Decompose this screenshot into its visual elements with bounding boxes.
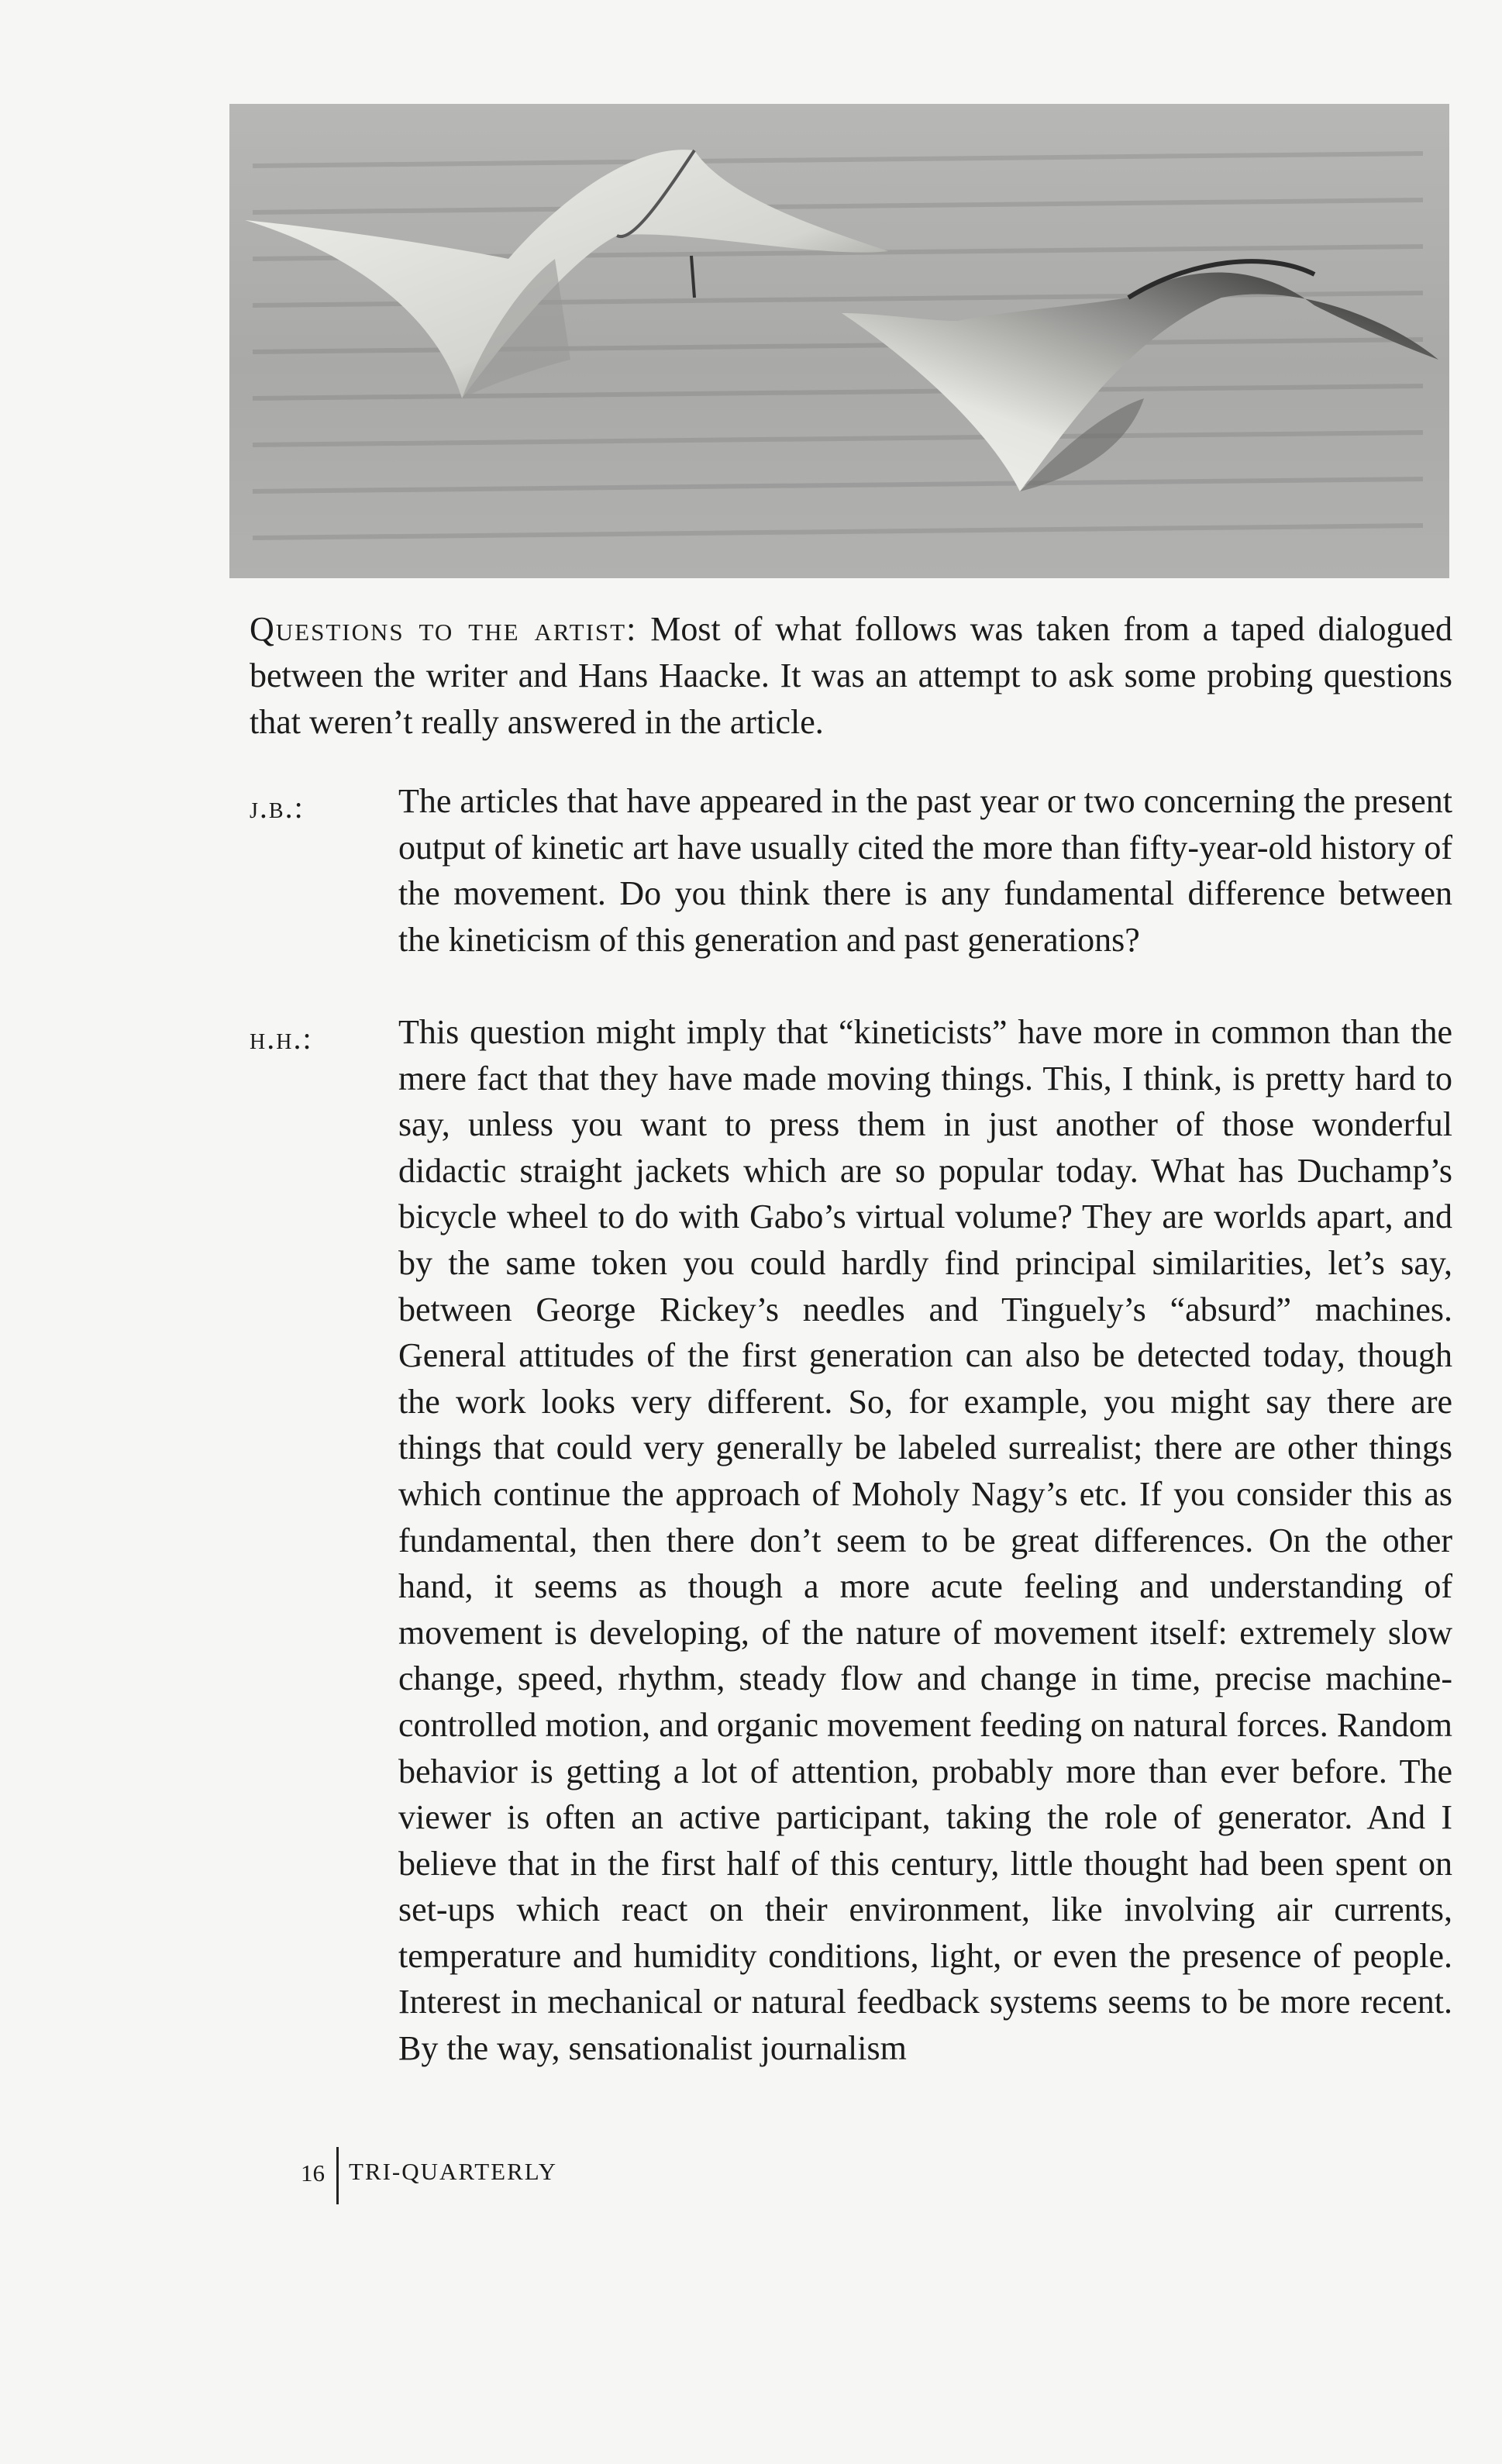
speaker-label-jb: j.b.: [250,790,305,825]
footer-divider [336,2147,339,2204]
speaker-label-hh: h.h.: [250,1021,313,1056]
floating-fabric-forms-illustration [229,104,1449,578]
intro-text: Most of what follows was taken from a taped dialogued between the writer and Hans Haacke. It was an attempt to ask some probing questions that weren’t really answered in the article. [250,610,1453,741]
intro-paragraph [250,606,1452,746]
kinetic-sculpture-photo [229,104,1449,578]
answer-text: This question might imply that “kineticists” have more in common than the mere fact that they have made moving things. This, I think, is pretty hard to say, unless you want to press them in just another of those wonderful didactic straight jackets which are so popular today. What has Duchamp’s bicycle wheel to do with Gabo’s virtual volume? They are worlds apart, and by the same token you could hardly find principal similarities, let’s say, between George Rickey’s needles and Tinguely’s “absurd” machines. General attitudes of the first generation can also be detected today, though the work looks very different. So, for example, you might say there are things that could very generally be labeled surrealist; there are other things which continue the approach of Moholy Nagy’s etc. If you consider this as fundamental, then there don’t seem to be great differences. On the other hand, it seems as though a more acute feeling and understanding of movement is developing, of the nature of movement itself: extremely slow change, speed, rhythm, steady flow and change in time, precise machine-controlled motion, and organic movement feeding on natural forces. Random behavior is getting a lot of attention, probably more than ever before. The viewer is often an active participant, taking the role of generator. And I believe that in the first half of this century, little thought had been spent on set-ups which react on their environment, like involving air currents, temperature and humidity conditions, light, or even the presence of people. Interest in mechanical or natural feedback systems seems to be more recent. By the way, sensationalist journalism [398,1013,1452,2068]
question-text: The articles that have appeared in the past year or two concerning the present output of kinetic art have usually cited the more than fifty-year-old history of the movement. Do you think there is any fundamental difference between the kineticism of this generation and past generations? [398,782,1452,959]
page-number: 16 [301,2159,325,2187]
journal-title: TRI-QUARTERLY [349,2158,558,2185]
intro-heading: Questions to the artist: [250,610,638,648]
